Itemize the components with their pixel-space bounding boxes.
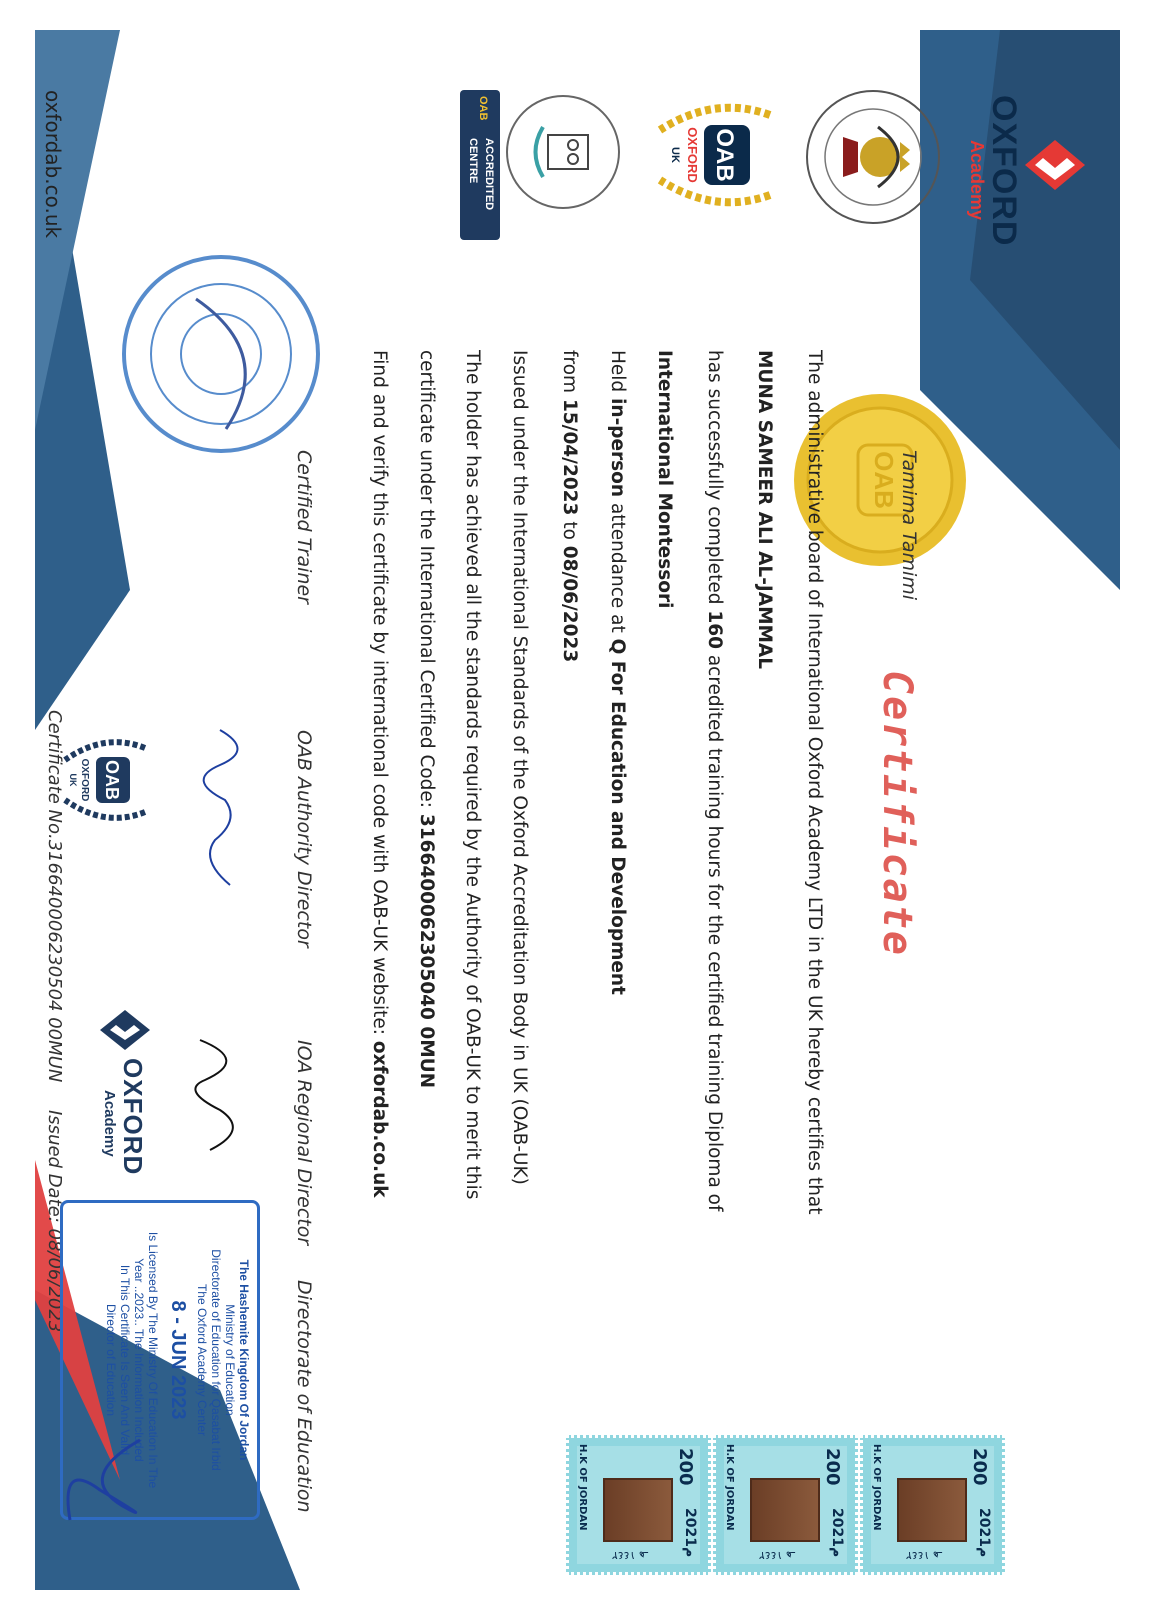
stamp-arabic: ١٤٤٢ هـ <box>758 1549 795 1562</box>
oab-director-signature <box>190 720 260 920</box>
revenue-stamp-1 <box>860 1435 1005 1575</box>
stamp-picture <box>603 1478 673 1542</box>
body-line-8: The holder has achieved all the standards required by the Authority of OAB-UK to merit this <box>462 350 483 1200</box>
svg-text:OXFORD: OXFORD <box>685 127 700 183</box>
issued-date-value: 08/06/2023 <box>44 1228 65 1333</box>
ioa-director-signature <box>170 1020 260 1180</box>
stamp-year: 2021م <box>829 1508 845 1558</box>
stamp-year: 2021م <box>682 1508 698 1558</box>
footer-website: oxfordab.co.uk <box>41 90 65 239</box>
edu-stamp-line7: In This Certificate Is Seen And Valid <box>118 1264 132 1456</box>
ministry-emblem <box>806 90 940 224</box>
owl-book-icon <box>508 97 618 207</box>
ioa-director-label: IOA Regional Director <box>293 1040 315 1246</box>
svg-text:UK: UK <box>68 773 78 787</box>
edu-stamp-date: 8 - JUN 2023 <box>167 1300 189 1420</box>
oab-laurel-logo <box>640 90 790 220</box>
stamp-picture <box>750 1478 820 1542</box>
edu-stamp-line6: Year ..2023.. The Information Included <box>132 1258 146 1462</box>
academy-circle-logo <box>506 95 620 209</box>
line3-a: has successfully completed <box>704 350 725 611</box>
certificate <box>35 30 1120 1590</box>
directorate-label: Directorate of Education <box>293 1280 315 1513</box>
edu-stamp-line1: The Hashemite Kingdom Of Jordan <box>237 1259 251 1461</box>
issued-label: Issued Date: <box>44 1110 65 1229</box>
svg-text:OXFORD: OXFORD <box>79 758 90 802</box>
seal-ring-icon <box>126 259 316 449</box>
edu-stamp-line2: Ministry of Education <box>223 1304 237 1416</box>
stamp-value: 200 <box>822 1448 843 1486</box>
line3-b: acredited training hours for the certified training Diploma of <box>704 648 725 1212</box>
date-to: 08/06/2023 <box>559 545 580 663</box>
directorate-signature <box>50 1420 160 1540</box>
ministry-round-seal <box>122 255 320 453</box>
body-line-5 <box>607 350 628 995</box>
diploma-name: International Montessori <box>654 350 675 609</box>
oxford-logo-sub: Academy <box>967 140 987 221</box>
stamp-value: 200 <box>969 1448 990 1486</box>
revenue-stamp-3 <box>566 1435 711 1575</box>
line5-b: attendance at <box>607 497 628 639</box>
body-line-7: Issued under the International Standards of the Oxford Accreditation Body in UK (OAB-UK) <box>509 350 530 1185</box>
verify-website: oxfordab.co.uk <box>369 1040 390 1198</box>
line10-a: Find and verify this certificate by international code with OAB-UK website: <box>369 350 390 1041</box>
accredited-line1: ACCREDITED <box>483 138 495 211</box>
edu-stamp-line5: Is Licensed By The Ministry Of Education In The <box>146 1231 160 1489</box>
trainer-name: Tamima Tamimi <box>898 450 920 601</box>
stamp-arabic: ١٤٤٢ هـ <box>905 1549 942 1562</box>
line9-a: certificate under the International Certified Code: <box>416 350 437 814</box>
body-line-9 <box>416 350 437 1088</box>
gold-seal-text: OAB <box>869 451 899 509</box>
oxford-small-sub: Academy <box>101 1090 118 1157</box>
svg-text:UK: UK <box>669 147 681 163</box>
crown-crest-icon <box>808 92 938 222</box>
stamp-value: 200 <box>675 1448 696 1486</box>
line6-a: from <box>559 350 580 399</box>
oxford-logo-word: OXFORD <box>985 95 1023 247</box>
certificate-title: Certificate <box>874 670 920 957</box>
training-hours: 160 <box>704 610 725 649</box>
stamp-country: H.K OF JORDAN <box>577 1444 588 1531</box>
cert-no-label: Certificate No. <box>44 710 65 840</box>
oxford-small-chevron-icon <box>100 1010 150 1050</box>
accredited-centre-badge <box>460 90 500 240</box>
oxford-chevron-icon <box>1025 140 1085 190</box>
line5-a: Held <box>607 350 628 399</box>
date-from: 15/04/2023 <box>559 398 580 516</box>
edu-stamp-line8: Director of Education <box>104 1303 118 1417</box>
certified-code: 3166400062305040 0MUN <box>416 813 437 1089</box>
oab-small-laurel-icon <box>50 730 160 830</box>
edu-stamp-line3: Directorate of Education for Qasabat Irbid <box>209 1249 223 1471</box>
accredited-line2: CENTRE <box>467 138 479 184</box>
body-line-3 <box>704 350 725 1212</box>
revenue-stamp-2 <box>713 1435 858 1575</box>
venue: Q For Education and Development <box>607 638 628 995</box>
cert-no-value: 316640006230504 00MUN <box>44 839 65 1083</box>
oxford-small-logo <box>80 1010 160 1210</box>
body-line-1: The administrative board of International Oxford Academy LTD in the UK hereby certifies that <box>804 350 825 1215</box>
oab-small-seal <box>50 730 160 830</box>
accredited-badge-oab: OAB <box>477 96 489 121</box>
stamp-arabic: ١٤٤٢ هـ <box>611 1549 648 1562</box>
certificate-number <box>44 710 65 1082</box>
laurel-wreath-icon <box>640 90 790 220</box>
body-line-10 <box>369 350 390 1198</box>
oxford-small-word: OXFORD <box>118 1058 148 1176</box>
trainer-label: Certified Trainer <box>293 450 315 604</box>
attendance-mode: in-person <box>607 398 628 498</box>
stamp-country: H.K OF JORDAN <box>724 1444 735 1531</box>
stamp-year: 2021م <box>976 1508 992 1558</box>
edu-stamp-line4: The Oxford Academy Center <box>195 1283 209 1437</box>
oxford-logo <box>965 70 1085 270</box>
svg-text:OAB: OAB <box>711 128 738 182</box>
stamp-picture <box>897 1478 967 1542</box>
recipient-name: MUNA SAMEER ALI AL-JAMMAL <box>754 350 775 670</box>
stamp-country: H.K OF JORDAN <box>871 1444 882 1531</box>
oab-director-label: OAB Authority Director <box>293 730 315 948</box>
line6-b: to <box>559 515 580 546</box>
body-line-6 <box>559 350 580 662</box>
oab-small-seal-text: OAB <box>102 760 122 800</box>
